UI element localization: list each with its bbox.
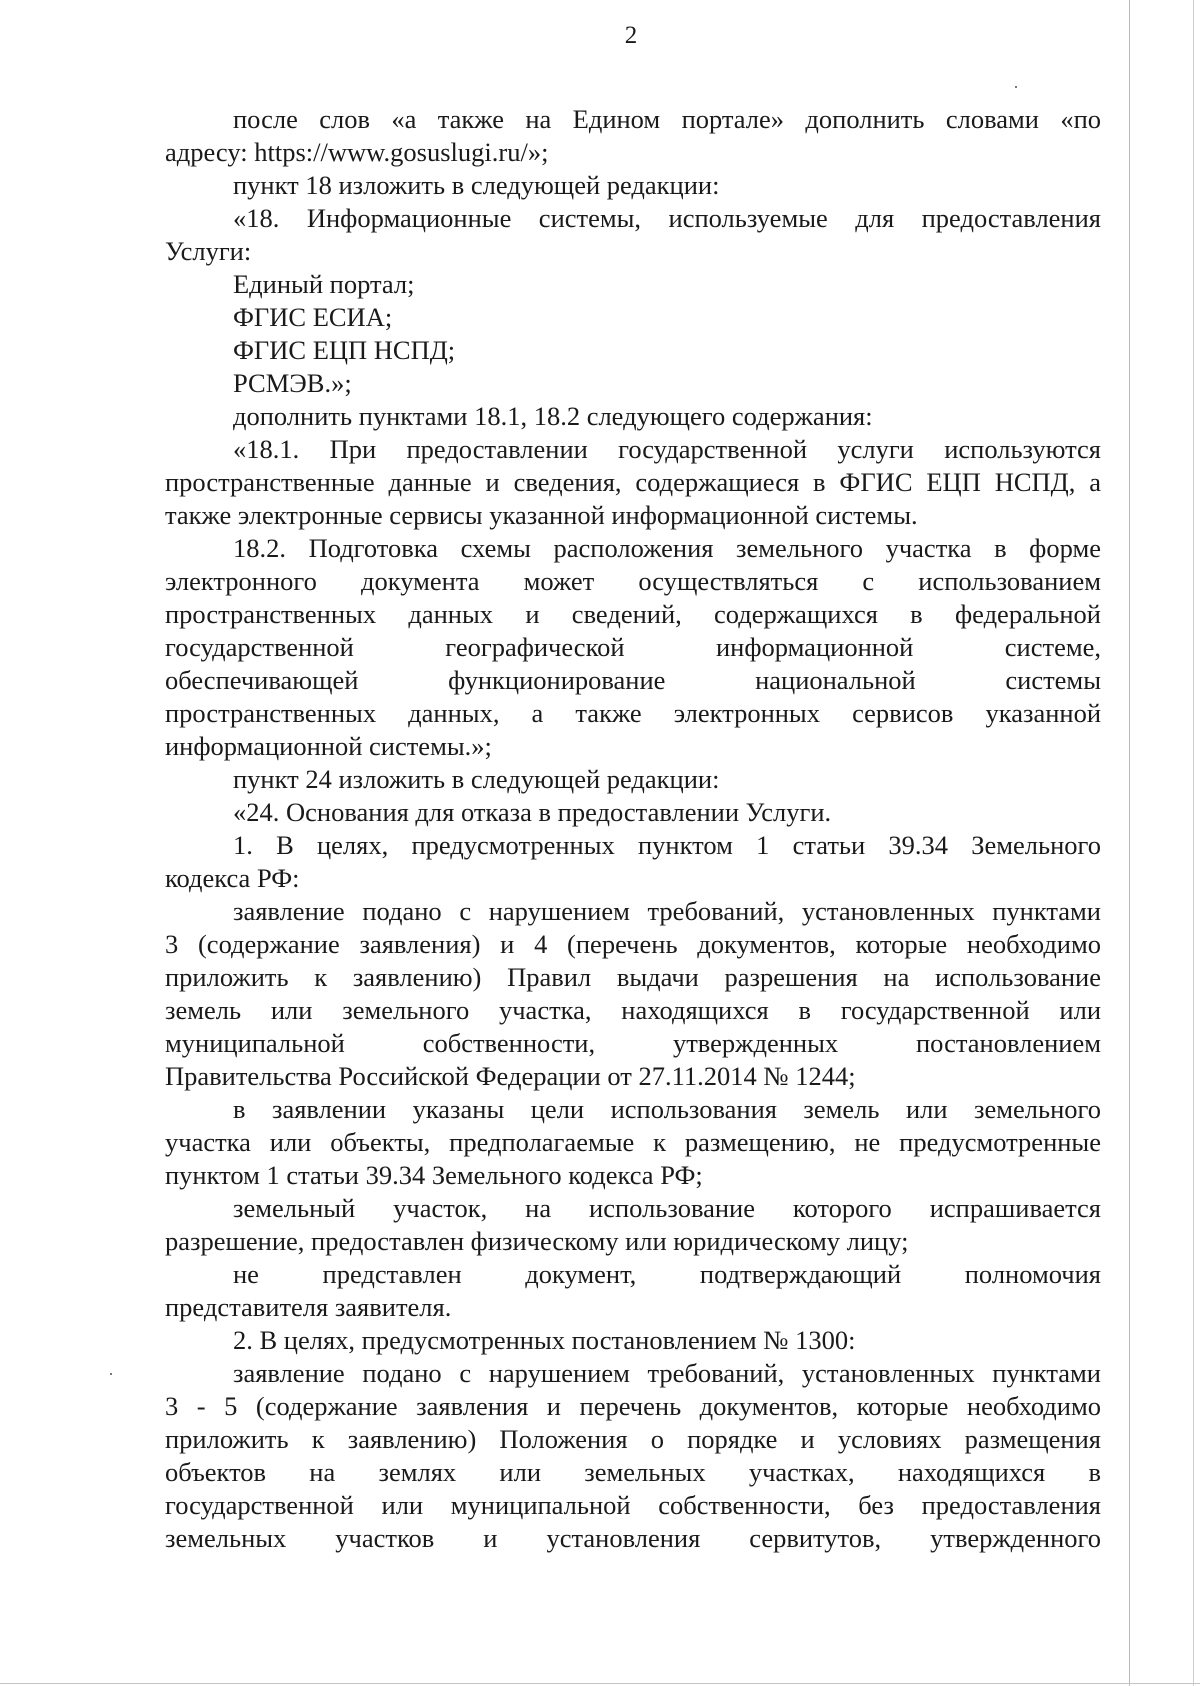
- text-line: пространственные данные и сведения, содержащиеся в ФГИС ЕЦП НСПД, а: [165, 467, 1101, 497]
- text-line: информационной системы.»;: [165, 731, 492, 761]
- text-line: адресу: https://www.gosuslugi.ru/»;: [165, 137, 549, 167]
- text-line: земельных участков и установления сервитутов, утвержденного: [165, 1523, 1101, 1553]
- text-line: приложить к заявлению) Правил выдачи разрешения на использование: [165, 962, 1101, 992]
- text-line: ФГИС ЕЦП НСПД;: [233, 335, 456, 365]
- text-line: Услуги:: [165, 236, 252, 266]
- text-line: «24. Основания для отказа в предоставлении Услуги.: [233, 797, 832, 827]
- text-line: пространственных данных, а также электронных сервисов указанной: [165, 698, 1101, 728]
- text-line: электронного документа может осуществляться с использованием: [165, 566, 1101, 596]
- text-line: ФГИС ЕСИА;: [233, 302, 393, 332]
- text-line: государственной географической информационной системе,: [165, 632, 1101, 662]
- text-line: РСМЭВ.»;: [233, 368, 352, 398]
- text-line: участка или объекты, предполагаемые к размещению, не предусмотренные: [165, 1127, 1101, 1157]
- text-line: муниципальной собственности, утвержденных постановлением: [165, 1028, 1101, 1058]
- text-line: 18.2. Подготовка схемы расположения земельного участка в форме: [233, 533, 1101, 563]
- scan-edge-right-outer: [1193, 0, 1194, 1686]
- page-number: 2: [624, 22, 638, 49]
- scan-speck: [1015, 86, 1017, 88]
- text-line: заявление подано с нарушением требований, установленных пунктами: [233, 896, 1101, 926]
- text-line: не представлен документ, подтверждающий полномочия: [233, 1259, 1101, 1289]
- text-line: обеспечивающей функционирование национальной системы: [165, 665, 1101, 695]
- scan-edge-right: [1129, 0, 1130, 1686]
- text-line: земельный участок, на использование которого испрашивается: [233, 1193, 1101, 1223]
- text-line: 1. В целях, предусмотренных пунктом 1 статьи 39.34 Земельного: [233, 830, 1101, 860]
- text-line: «18.1. При предоставлении государственной услуги используются: [233, 434, 1101, 464]
- text-line: заявление подано с нарушением требований, установленных пунктами: [233, 1358, 1101, 1388]
- scan-speck: [110, 1373, 112, 1375]
- text-line: «18. Информационные системы, используемые для предоставления: [233, 203, 1101, 233]
- text-line: представителя заявителя.: [165, 1292, 452, 1322]
- text-line: земель или земельного участка, находящихся в государственной или: [165, 995, 1101, 1025]
- text-line: 3 (содержание заявления) и 4 (перечень документов, которые необходимо: [165, 929, 1101, 959]
- text-line: 3 - 5 (содержание заявления и перечень документов, которые необходимо: [165, 1391, 1101, 1421]
- text-line: 2. В целях, предусмотренных постановлением № 1300:: [233, 1325, 856, 1355]
- text-line: приложить к заявлению) Положения о порядке и условиях размещения: [165, 1424, 1101, 1454]
- text-line: пункт 18 изложить в следующей редакции:: [233, 170, 720, 200]
- text-line: пункт 24 изложить в следующей редакции:: [233, 764, 720, 794]
- text-line: кодекса РФ:: [165, 863, 300, 893]
- text-line: государственной или муниципальной собственности, без предоставления: [165, 1490, 1101, 1520]
- text-line: объектов на землях или земельных участках, находящихся в: [165, 1457, 1101, 1487]
- text-line: также электронные сервисы указанной информационной системы.: [165, 500, 918, 530]
- document-body: [165, 103, 1101, 1555]
- text-line: дополнить пунктами 18.1, 18.2 следующего содержания:: [233, 401, 873, 431]
- text-line: пространственных данных и сведений, содержащихся в федеральной: [165, 599, 1101, 629]
- text-line: после слов «а также на Едином портале» дополнить словами «по: [233, 104, 1101, 134]
- text-line: Единый портал;: [233, 269, 415, 299]
- text-line: разрешение, предоставлен физическому или юридическому лицу;: [165, 1226, 909, 1256]
- text-line: Правительства Российской Федерации от 27.11.2014 № 1244;: [165, 1061, 856, 1091]
- text-line: пунктом 1 статьи 39.34 Земельного кодекса РФ;: [165, 1160, 703, 1190]
- text-line: в заявлении указаны цели использования земель или земельного: [233, 1094, 1101, 1124]
- scan-edge-bottom: [0, 1683, 1200, 1684]
